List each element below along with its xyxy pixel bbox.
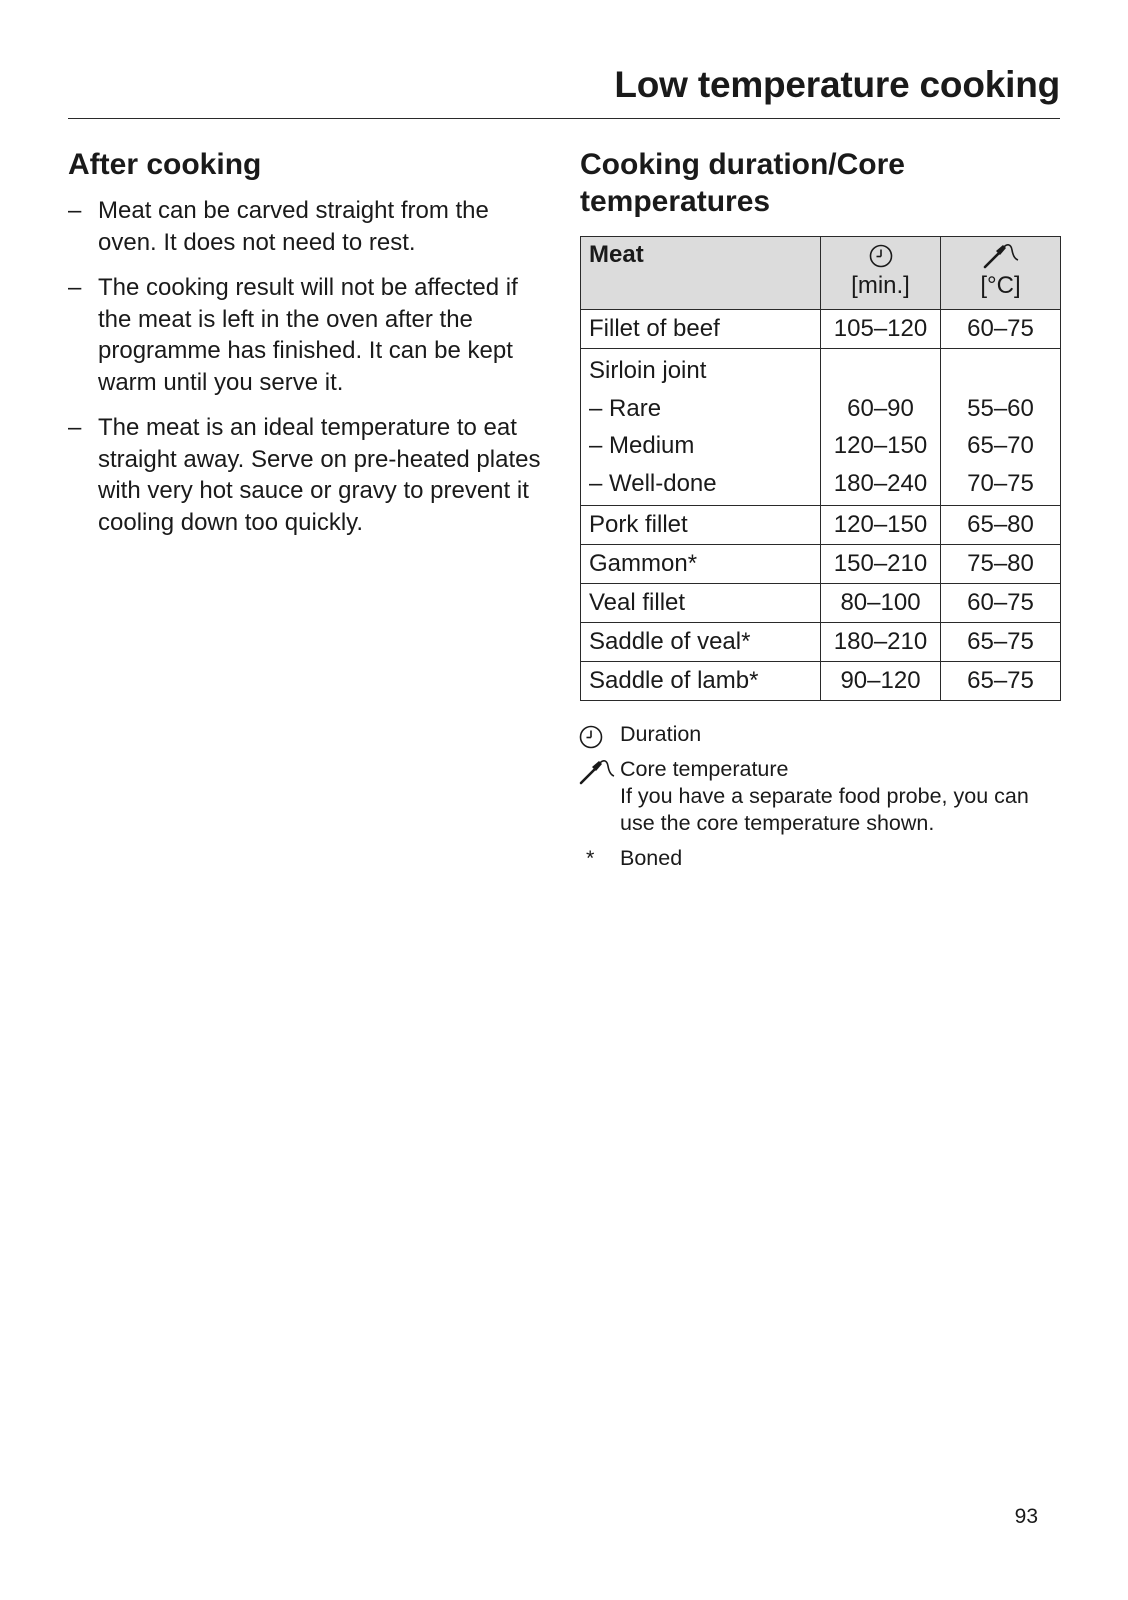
- well-done-duration: 180–240: [833, 469, 928, 497]
- meat-name: Saddle of veal*: [581, 623, 821, 662]
- legend-boned: [580, 845, 1066, 872]
- list-item-text: The cooking result will not be affected if the meat is left in the oven after the programme has finished. It can be kept warm until you serve it.: [98, 274, 518, 396]
- legend-boned-text: Boned: [620, 846, 683, 870]
- duration-value: 105–120: [821, 310, 941, 349]
- meat-name: Veal fillet: [581, 584, 821, 623]
- clock-icon: [578, 724, 604, 750]
- after-cooking-list: [68, 195, 548, 538]
- legend-duration: [580, 721, 1066, 748]
- list-item: [68, 195, 548, 258]
- heading-line-1: Cooking duration/Core: [580, 148, 905, 181]
- temperature-unit: [°C]: [980, 272, 1021, 299]
- table-row: [581, 662, 1061, 701]
- legend-duration-text: Duration: [620, 722, 702, 746]
- meat-name: Pork fillet: [581, 506, 821, 545]
- table-row: [581, 584, 1061, 623]
- temperature-value: 75–80: [941, 545, 1061, 584]
- table-row: [581, 545, 1061, 584]
- list-item: [68, 412, 548, 538]
- col-header-temperature: [941, 237, 1061, 310]
- duration-value: 80–100: [821, 584, 941, 623]
- meat-name: Fillet of beef: [581, 310, 821, 349]
- after-cooking-heading: After cooking: [68, 148, 262, 181]
- table-row: [581, 310, 1061, 349]
- list-item-text: The meat is an ideal temperature to eat straight away. Serve on pre-heated plates with very hot sauce or gravy to prevent it cooling down too quickly.: [98, 414, 541, 536]
- col-header-duration: [821, 237, 941, 310]
- legend-core-temperature-note: If you have a separate food probe, you can use the core temperature shown.: [620, 784, 1029, 835]
- dash-bullet: –: [68, 274, 82, 301]
- duration-value: 150–210: [821, 545, 941, 584]
- sirloin-well-done: – Well-done: [589, 469, 717, 497]
- meat-name: Saddle of lamb*: [581, 662, 821, 701]
- dash-bullet: –: [68, 197, 82, 224]
- rare-temperature: 55–60: [967, 394, 1034, 422]
- well-done-temperature: 70–75: [967, 469, 1034, 497]
- temperature-value: [941, 349, 1061, 506]
- meat-name: Gammon*: [581, 545, 821, 584]
- page-header: [68, 62, 1060, 119]
- legend-core-temperature: [580, 756, 1066, 837]
- sirloin-rare: – Rare: [589, 394, 662, 422]
- table-legend: [580, 721, 1066, 872]
- rare-duration: 60–90: [847, 394, 914, 422]
- table-row: [581, 623, 1061, 662]
- table-header-row: [581, 237, 1061, 310]
- dash-bullet: –: [68, 414, 82, 441]
- legend-core-temperature-text: Core temperature: [620, 757, 789, 781]
- cooking-table: [580, 236, 1061, 701]
- food-probe-icon: [578, 758, 616, 786]
- duration-unit: [min.]: [851, 272, 910, 299]
- temperature-value: 60–75: [941, 584, 1061, 623]
- clock-icon: [868, 243, 894, 269]
- heading-line-2: temperatures: [580, 185, 771, 218]
- duration-value: [821, 349, 941, 506]
- duration-value: 90–120: [821, 662, 941, 701]
- duration-value: 120–150: [821, 506, 941, 545]
- temperature-value: 65–75: [941, 662, 1061, 701]
- col-header-meat: Meat: [581, 237, 821, 310]
- asterisk-symbol: *: [586, 846, 595, 870]
- duration-value: 180–210: [821, 623, 941, 662]
- list-item: [68, 272, 548, 398]
- temperature-value: 65–80: [941, 506, 1061, 545]
- food-probe-icon: [982, 242, 1020, 270]
- sirloin-medium: – Medium: [589, 432, 695, 459]
- page-number: 93: [1014, 1505, 1038, 1528]
- medium-temperature: 65–70: [967, 432, 1034, 459]
- table-row-sirloin: [581, 349, 1061, 506]
- temperature-value: 65–75: [941, 623, 1061, 662]
- page-title: Low temperature cooking: [614, 64, 1060, 105]
- after-cooking-section: [68, 146, 548, 552]
- sirloin-label: Sirloin joint: [589, 357, 707, 384]
- table-row: [581, 506, 1061, 545]
- cooking-table-section: [580, 146, 1066, 880]
- medium-duration: 120–150: [833, 432, 928, 459]
- meat-name: [581, 349, 821, 506]
- cooking-table-heading: [580, 146, 1066, 220]
- list-item-text: Meat can be carved straight from the oven. It does not need to rest.: [98, 197, 489, 256]
- temperature-value: 60–75: [941, 310, 1061, 349]
